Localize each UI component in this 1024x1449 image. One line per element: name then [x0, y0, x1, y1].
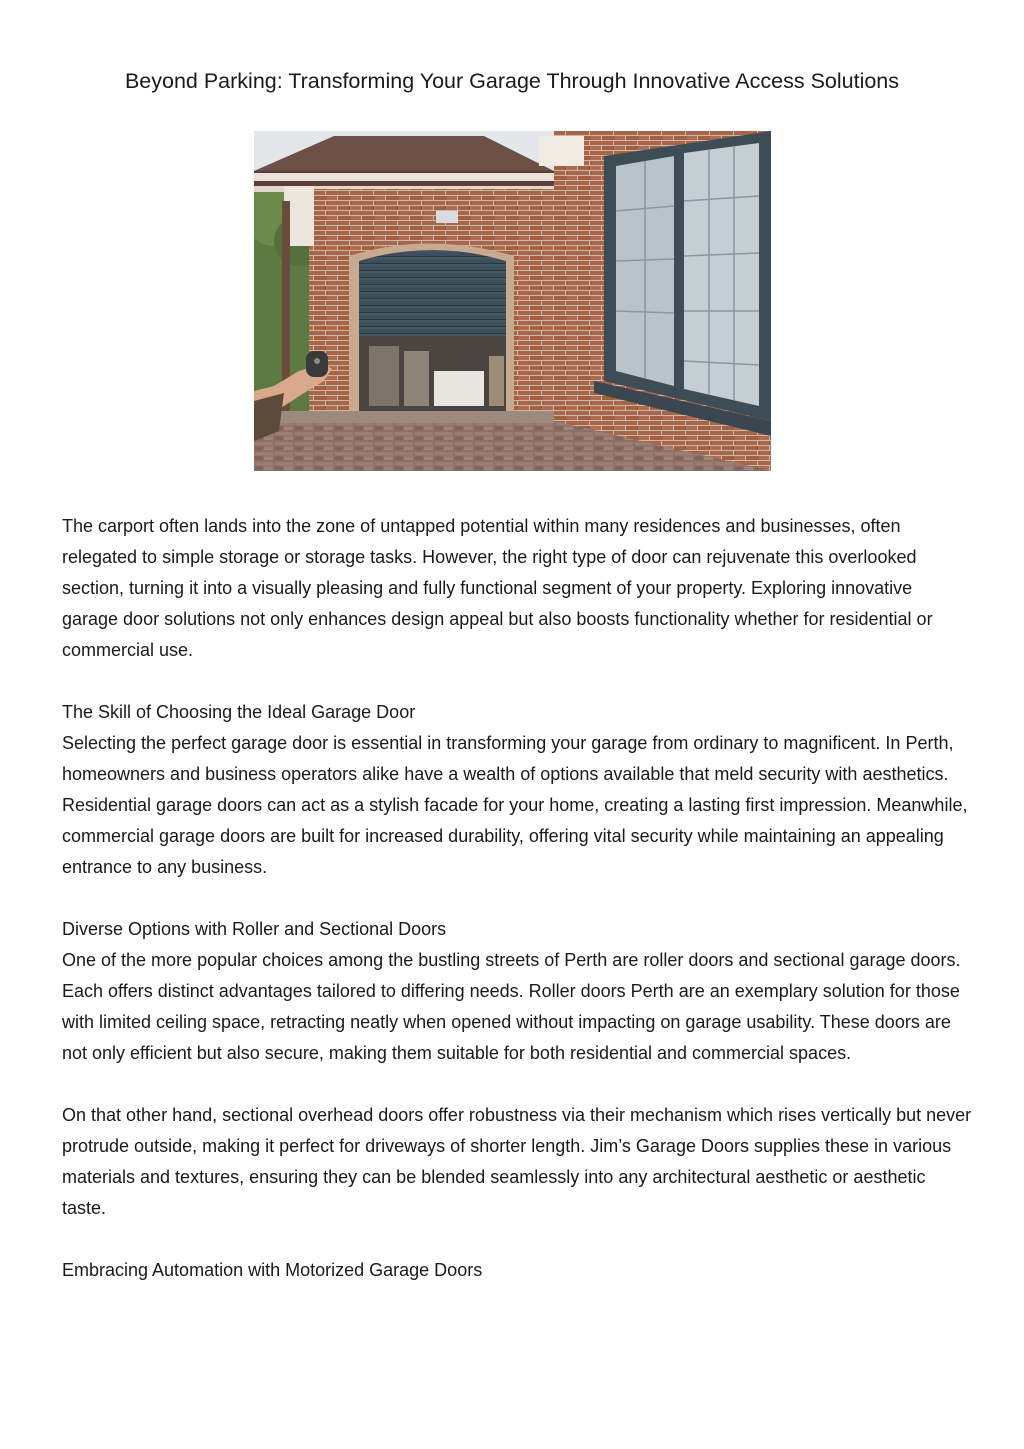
section-body-roller-sectional: One of the more popular choices among the bustling streets of Perth are roller doors and sectional garage doors. Each offers distinct advantages tailored to differing needs. Roller doors Perth are an exemplary solution for those with limited ceiling space, retracting neatly when opened without impacting on garage usability. These doors are not only efficient but also secure, making them suitable for both residential and commercial spaces. [62, 950, 961, 1063]
page-title: Beyond Parking: Transforming Your Garage Through Innovative Access Solutions [124, 69, 900, 93]
section-body-sectional-overhead: On that other hand, sectional overhead doors offer robustness via their mechanism which rises vertically but never protrude outside, making it perfect for driveways of shorter length. Jim’s Garage Doors supplies these in various materials and textures, ensuring they can be blended seamlessly into any architectural aesthetic or aesthetic taste. [62, 1105, 972, 1218]
article-body [62, 511, 972, 1286]
section-heading-roller-sectional: Diverse Options with Roller and Sectional Doors [62, 919, 447, 939]
section-heading-choosing: The Skill of Choosing the Ideal Garage Door [62, 702, 416, 722]
hero-image [254, 131, 771, 471]
garage-door-photo-icon [254, 131, 771, 471]
intro-paragraph: The carport often lands into the zone of untapped potential within many residences and businesses, often relegated to simple storage or storage tasks. However, the right type of door can rejuvenate this overlooked section, turning it into a visually pleasing and fully functional segment of your property. Exploring innovative garage door solutions not only enhances design appeal but also boosts functionality whether for residential or commercial use. [62, 516, 933, 660]
section-heading-automation: Embracing Automation with Motorized Garage Doors [62, 1260, 483, 1280]
section-body-choosing: Selecting the perfect garage door is essential in transforming your garage from ordinary to magnificent. In Perth, homeowners and business operators alike have a wealth of options available that meld security with aesthetics. Residential garage doors can act as a stylish facade for your home, creating a lasting first impression. Meanwhile, commercial garage doors are built for increased durability, offering vital security while maintaining an appealing entrance to any business. [62, 733, 968, 877]
